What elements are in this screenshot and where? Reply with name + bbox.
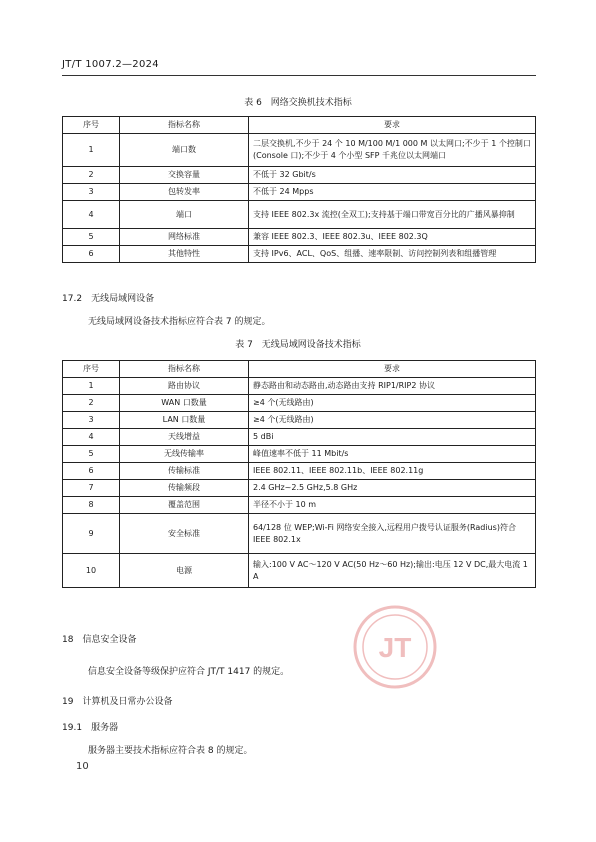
section-18-heading: [62, 632, 136, 645]
table-row: [63, 201, 536, 229]
table-row: [63, 412, 536, 429]
metric-name: WAN 口数量: [120, 395, 249, 412]
metric-name: 路由协议: [120, 378, 249, 395]
table6-header-req: 要求: [249, 117, 536, 134]
metric-requirement: 不低于 24 Mpps: [249, 184, 536, 201]
section-19-1-paragraph: 服务器主要技术指标应符合表 8 的规定。: [88, 746, 253, 756]
seal-letters: JT: [378, 632, 412, 663]
jt-seal-stamp: [352, 604, 438, 690]
table6-header-no: 序号: [63, 117, 120, 134]
metric-name: 传输频段: [120, 480, 249, 497]
row-number: 10: [63, 554, 120, 588]
metric-name: LAN 口数量: [120, 412, 249, 429]
section-title: 信息安全设备: [82, 635, 137, 645]
row-number: 4: [63, 429, 120, 446]
row-number: 5: [63, 446, 120, 463]
row-number: 7: [63, 480, 120, 497]
metric-requirement: ≥4 个(无线路由): [249, 412, 536, 429]
row-number: 1: [63, 134, 120, 167]
document-code-header: JT/T 1007.2—2024: [62, 59, 159, 70]
metric-name: 无线传输率: [120, 446, 249, 463]
metric-name: 传输标准: [120, 463, 249, 480]
table7-header-name: 指标名称: [120, 361, 249, 378]
metric-name: 安全标准: [120, 514, 249, 554]
metric-name: 交换容量: [120, 167, 249, 184]
section-number: 19: [62, 697, 74, 707]
metric-requirement: 静态路由和动态路由,动态路由支持 RIP1/RIP2 协议: [249, 378, 536, 395]
metric-requirement: 支持 IPv6、ACL、QoS、组播、速率限制、访问控制列表和组播管理: [249, 246, 536, 263]
table7-caption: 表 7 无线局域网设备技术指标: [235, 340, 361, 350]
table-row: [63, 446, 536, 463]
table-row: [63, 246, 536, 263]
metric-requirement: 64/128 位 WEP;Wi-Fi 网络安全接入,远程用户拨号认证服务(Radius)符合 IEEE 802.1x: [249, 514, 536, 554]
row-number: 3: [63, 184, 120, 201]
metric-name: 包转发率: [120, 184, 249, 201]
table-row: [63, 184, 536, 201]
metric-requirement: 2.4 GHz~2.5 GHz,5.8 GHz: [249, 480, 536, 497]
header-rule: [62, 75, 536, 76]
table6-caption: 表 6 网络交换机技术指标: [244, 98, 352, 108]
metric-name: 覆盖范围: [120, 497, 249, 514]
metric-name: 网络标准: [120, 229, 249, 246]
table-row: [63, 463, 536, 480]
table7-header-no: 序号: [63, 361, 120, 378]
section-number: 17.2: [62, 294, 83, 304]
row-number: 6: [63, 463, 120, 480]
table-row: [63, 514, 536, 554]
table-row: [63, 429, 536, 446]
metric-name: 端口: [120, 201, 249, 229]
row-number: 1: [63, 378, 120, 395]
section-title: 服务器: [91, 723, 119, 733]
section-number: 18: [62, 635, 74, 645]
row-number: 3: [63, 412, 120, 429]
section-17-2-paragraph: 无线局域网设备技术指标应符合表 7 的规定。: [88, 317, 271, 327]
metric-name: 天线增益: [120, 429, 249, 446]
row-number: 5: [63, 229, 120, 246]
table-row: [63, 134, 536, 167]
section-title: 计算机及日常办公设备: [82, 697, 173, 707]
table-row: [63, 229, 536, 246]
section-19-1-heading: [62, 720, 118, 733]
section-title: 无线局域网设备: [91, 294, 155, 304]
metric-requirement: 输入:100 V AC～120 V AC(50 Hz～60 Hz);输出:电压 12 V DC,最大电流 1 A: [249, 554, 536, 588]
table7-header-req: 要求: [249, 361, 536, 378]
section-19-heading: [62, 694, 172, 707]
metric-name: 电源: [120, 554, 249, 588]
page-number: 10: [76, 761, 89, 772]
metric-requirement: ≥4 个(无线路由): [249, 395, 536, 412]
metric-requirement: 5 dBi: [249, 429, 536, 446]
row-number: 8: [63, 497, 120, 514]
section-number: 19.1: [62, 723, 83, 733]
table-row: [63, 497, 536, 514]
table-row: [63, 378, 536, 395]
metric-name: 端口数: [120, 134, 249, 167]
row-number: 2: [63, 395, 120, 412]
metric-requirement: 半径不小于 10 m: [249, 497, 536, 514]
table6-header-name: 指标名称: [120, 117, 249, 134]
row-number: 6: [63, 246, 120, 263]
table-row: [63, 167, 536, 184]
section-18-paragraph: 信息安全设备等级保护应符合 JT/T 1417 的规定。: [88, 667, 290, 677]
metric-requirement: 支持 IEEE 802.3x 流控(全双工);支持基于端口带宽百分比的广播风暴抑制: [249, 201, 536, 229]
table6: [62, 116, 536, 263]
metric-requirement: 二层交换机,不少于 24 个 10 M/100 M/1 000 M 以太网口;不少于 1 个控制口(Console 口);不少于 4 个小型 SFP 千兆位以太网端口: [249, 134, 536, 167]
section-17-2-heading: [62, 291, 154, 304]
table7: [62, 360, 536, 588]
metric-requirement: 不低于 32 Gbit/s: [249, 167, 536, 184]
table-row: [63, 480, 536, 497]
row-number: 2: [63, 167, 120, 184]
table-row: [63, 554, 536, 588]
row-number: 4: [63, 201, 120, 229]
metric-name: 其他特性: [120, 246, 249, 263]
row-number: 9: [63, 514, 120, 554]
metric-requirement: 峰值速率不低于 11 Mbit/s: [249, 446, 536, 463]
metric-requirement: IEEE 802.11、IEEE 802.11b、IEEE 802.11g: [249, 463, 536, 480]
metric-requirement: 兼容 IEEE 802.3、IEEE 802.3u、IEEE 802.3Q: [249, 229, 536, 246]
table-row: [63, 395, 536, 412]
